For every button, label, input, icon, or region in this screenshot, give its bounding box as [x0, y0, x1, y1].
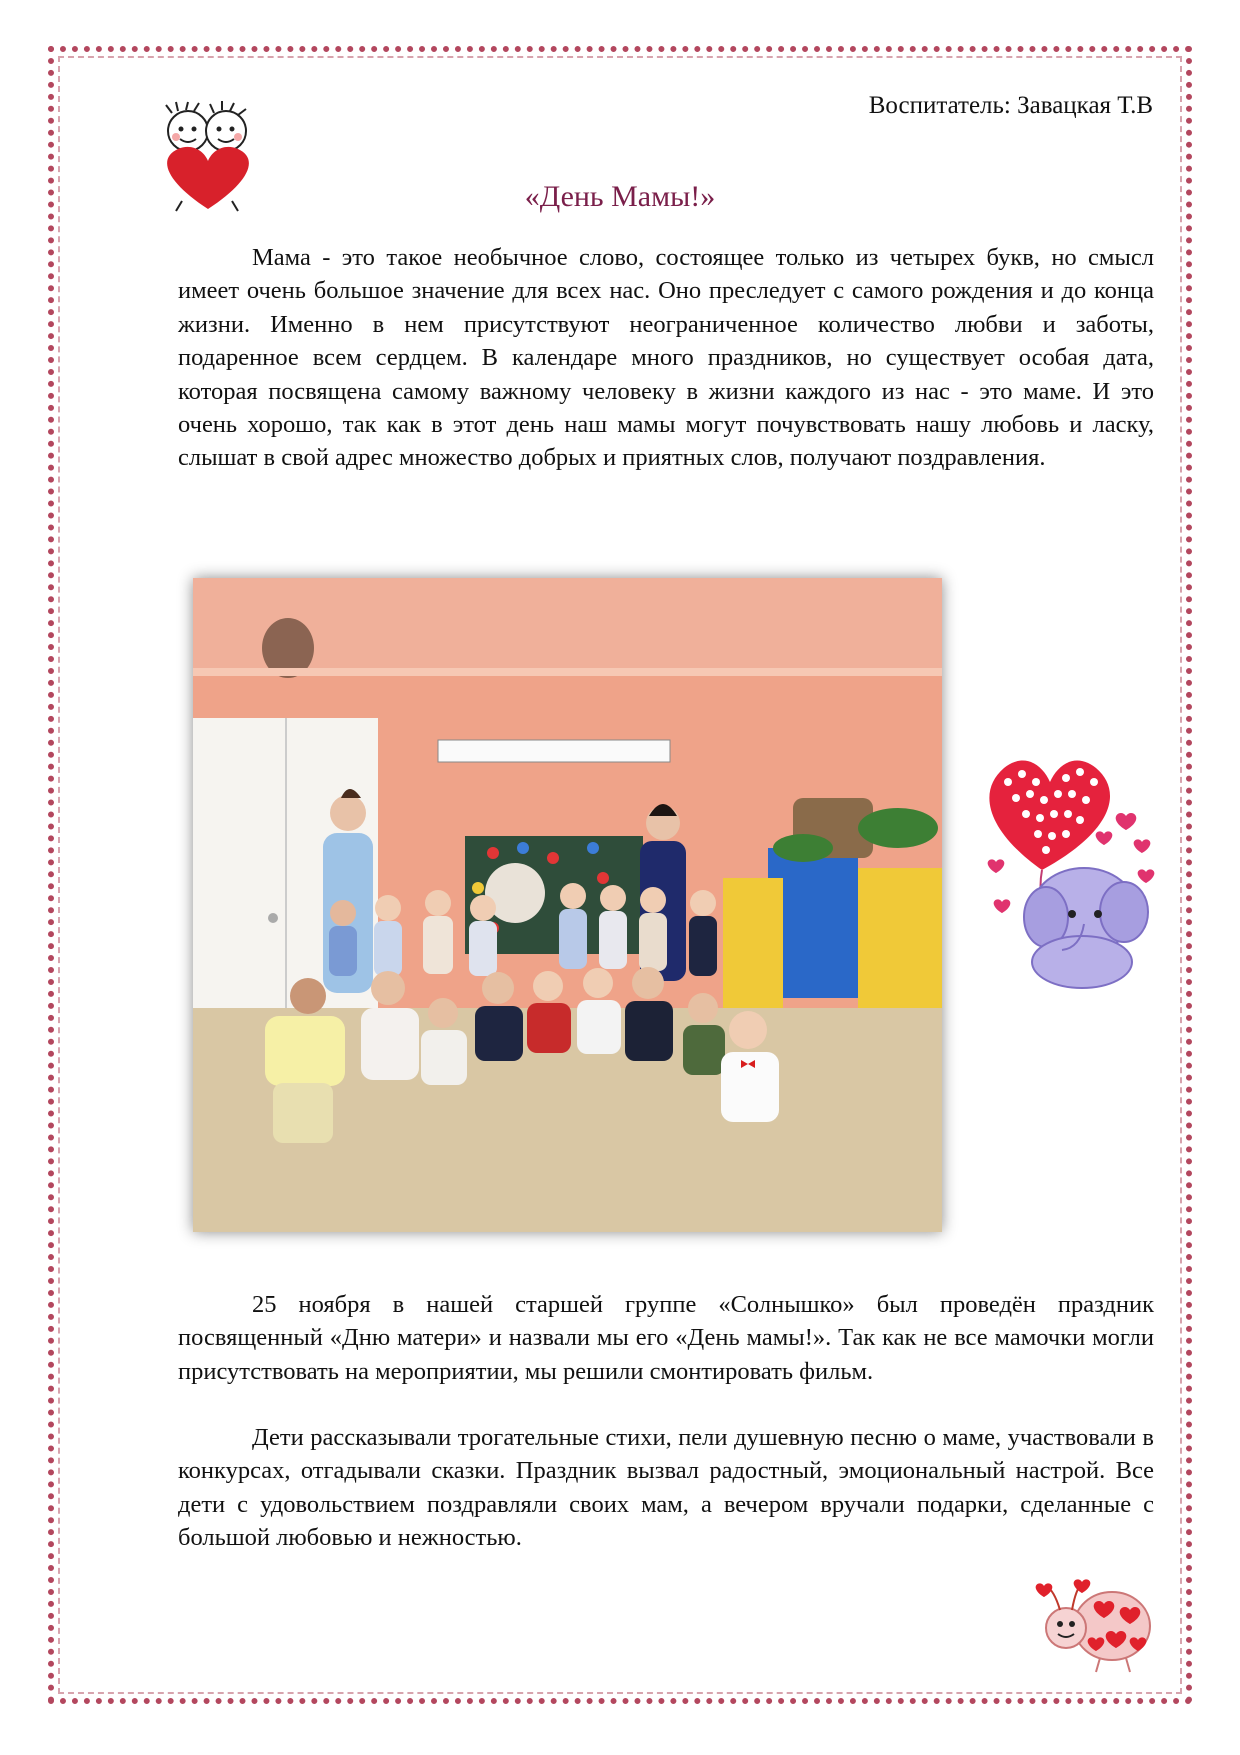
group-photo [193, 578, 942, 1232]
ladybug-icon [1030, 1566, 1154, 1678]
event-paragraph: 25 ноября в нашей старшей группе «Солнышко» был проведён праздник посвященный «Дню матери» и назвали мы его «День мамы!». Так как не все мамочки могли присутствовать на мероприятии, мы решили смонтировать фильм. [178, 1291, 1154, 1385]
author-line: Воспитатель: Завацкая Т.В [868, 92, 1153, 119]
elephant-balloon-icon [976, 742, 1162, 998]
activities-paragraph: Дети рассказывали трогательные стихи, пели душевную песню о маме, участвовали в конкурсах, отгадывали сказки. Праздник вызвал радостный, эмоциональный настрой. Все дети с удовольствием поздравляли своих мам, а вечером вручали подарки, сделанные с большой любовью и нежностью. [178, 1424, 1154, 1552]
page-title: «День Мамы!» [524, 180, 716, 213]
intro-paragraph: Мама - это такое необычное слово, состоящее только из четырех букв, но смысл имеет очень большое значение для всех нас. Оно преследует с самого рождения и до конца жизни. Именно в нем присутствуют неограниченное количество любви и заботы, подаренное всем сердцем. В календаре много праздников, но существует особая дата, которая посвящена самому важному человеку в жизни каждого из нас - это маме. И это очень хорошо, так как в этот день наш мамы могут почувствовать нашу любовь и ласку, слышат в свой адрес множество добрых и приятных слов, получают поздравления. [178, 244, 1154, 472]
